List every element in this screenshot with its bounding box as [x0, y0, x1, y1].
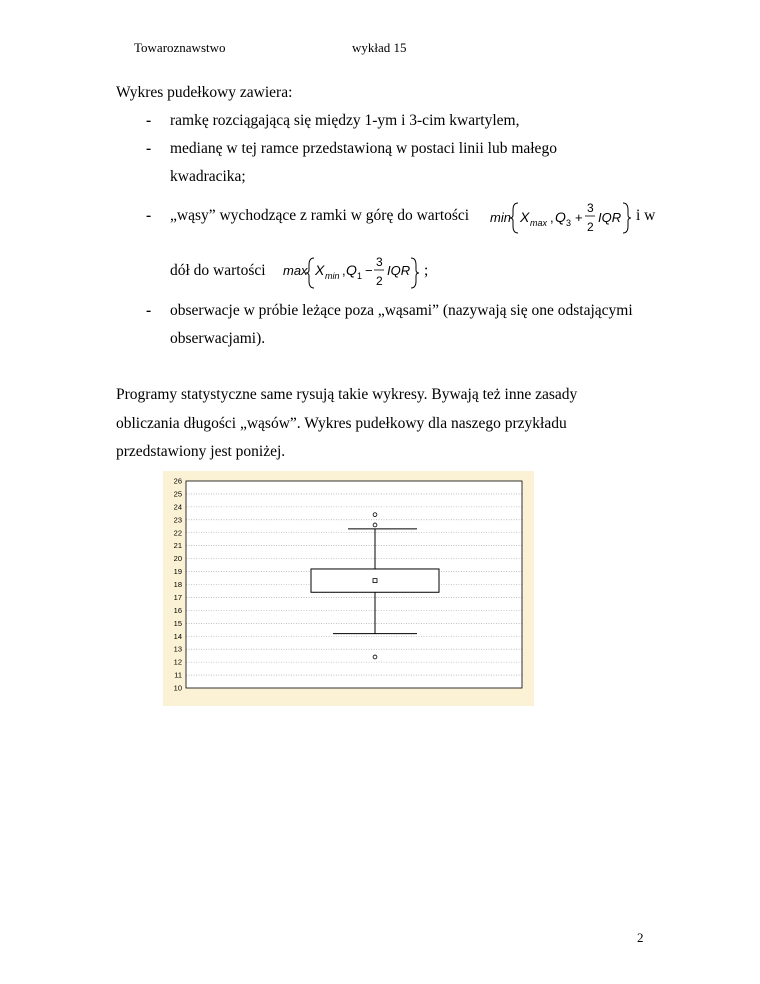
page-number: 2: [637, 930, 644, 945]
list-item-4-line2: obserwacjami).: [170, 330, 266, 347]
bullet-dash: -: [146, 112, 152, 129]
formula-num: 3: [587, 201, 594, 215]
y-tick-label: 25: [173, 489, 182, 499]
formula-x: X: [520, 209, 530, 225]
bullet-dash: -: [146, 140, 152, 157]
formula-comma: ,: [342, 263, 346, 278]
list-item-3-tail: i w: [636, 207, 656, 224]
y-tick-label: 14: [173, 631, 182, 641]
y-tick-label: 22: [173, 528, 182, 538]
y-tick-label: 11: [174, 670, 182, 680]
right-brace: [623, 203, 631, 233]
list-item-1: ramkę rozciągającą się między 1-ym i 3-cim kwartylem,: [170, 112, 520, 129]
paragraph-line-1: Programy statystyczne same rysują takie wykresy. Bywają też inne zasady: [116, 386, 578, 403]
formula-x: X: [315, 262, 325, 278]
y-tick-label: 17: [173, 592, 182, 602]
y-tick-label: 12: [173, 657, 182, 667]
right-brace: [411, 258, 419, 288]
list-item-3-line1: „wąsy” wychodzące z ramki w górę do wartości: [170, 207, 470, 224]
formula-num: 3: [376, 255, 383, 269]
formula-x-sub: min: [325, 271, 340, 281]
y-tick-label: 18: [173, 580, 182, 589]
y-tick-label: 23: [173, 515, 182, 525]
formula-max: [281, 253, 427, 293]
box-plot-svg: [163, 471, 534, 706]
formula-iqr: IQR: [387, 263, 411, 278]
outlier-point: [373, 655, 377, 659]
paragraph-line-2: obliczania długości „wąsów”. Wykres pudełkowy dla naszego przykładu: [116, 415, 567, 432]
formula-iqr: IQR: [598, 210, 622, 225]
y-tick-label: 19: [173, 567, 182, 577]
bullet-dash: -: [146, 302, 152, 319]
box-plot-chart: [163, 471, 534, 706]
formula-comma: ,: [550, 210, 554, 225]
formula-q-sub: 1: [357, 271, 363, 281]
formula-min: [488, 198, 634, 238]
y-tick-label: 24: [173, 502, 182, 512]
median-marker: [373, 579, 377, 583]
outlier-point: [373, 523, 377, 527]
y-tick-label: 16: [173, 605, 182, 615]
y-tick-label: 10: [173, 683, 182, 693]
formula-q: Q: [346, 262, 357, 278]
left-brace: [510, 203, 518, 233]
header-center: wykład 15: [352, 40, 407, 55]
formula-fn: max: [283, 263, 308, 278]
list-item-2-line2: kwadracika;: [170, 168, 246, 185]
y-tick-label: 26: [173, 476, 182, 486]
formula-q-sub: 3: [566, 218, 572, 228]
formula-x-sub: max: [530, 218, 548, 228]
bullet-dash: -: [146, 207, 152, 224]
intro-text: Wykres pudełkowy zawiera:: [116, 84, 293, 101]
formula-den: 2: [587, 220, 594, 234]
formula-den: 2: [376, 274, 383, 288]
formula-fn: min: [490, 210, 511, 225]
list-item-3-tail2: ;: [424, 262, 429, 279]
y-tick-label: 15: [173, 618, 182, 628]
header-left: Towaroznawstwo: [134, 40, 226, 55]
formula-q: Q: [555, 209, 566, 225]
list-item-4-line1: obserwacje w próbie leżące poza „wąsami” (nazywają się one odstającymi: [170, 302, 633, 319]
formula-op: −: [365, 263, 373, 278]
list-item-3-line2: dół do wartości: [170, 262, 266, 279]
paragraph-line-3: przedstawiony jest poniżej.: [116, 443, 286, 460]
formula-op: +: [575, 210, 583, 225]
outlier-point: [373, 513, 377, 517]
y-tick-label: 13: [173, 644, 182, 654]
list-item-2-line1: medianę w tej ramce przedstawioną w postaci linii lub małego: [170, 140, 557, 157]
y-tick-label: 20: [173, 554, 182, 564]
y-tick-label: 21: [173, 541, 182, 551]
